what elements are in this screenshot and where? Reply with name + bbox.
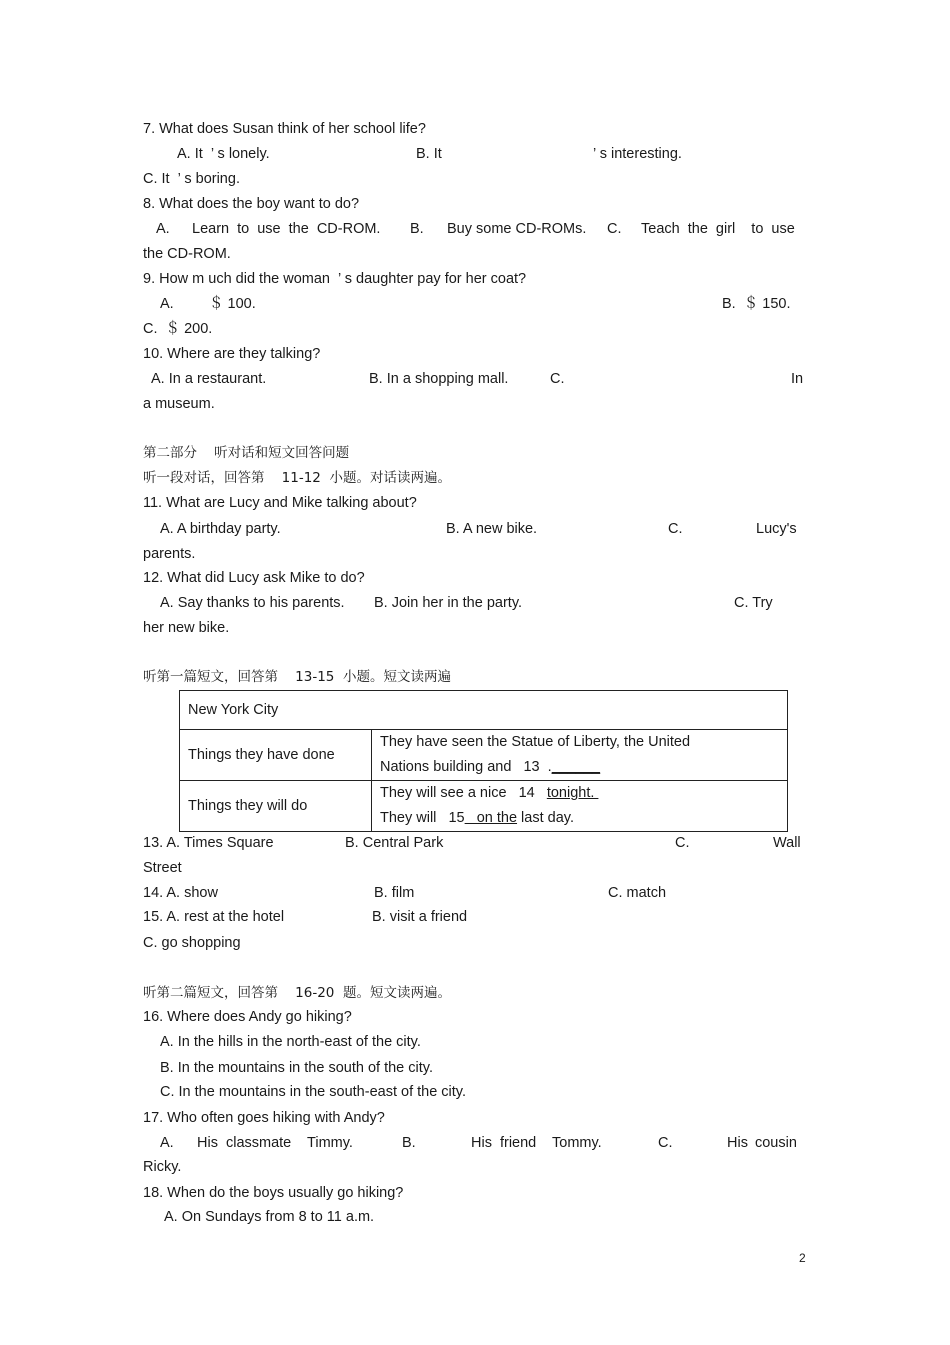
q17-option-c-text: His cousin	[727, 1135, 797, 1151]
q11-option-b: B. A new bike.	[446, 521, 538, 537]
q16-stem: 16. Where does Andy go hiking?	[143, 1009, 352, 1025]
q11-option-c-cont: parents.	[143, 546, 196, 562]
q10-option-c: C.	[550, 371, 565, 387]
q16-option-a: A. In the hills in the north-east of the city.	[160, 1034, 421, 1050]
q11-stem: 11. What are Lucy and Mike talking about?	[143, 495, 417, 511]
blank-13: ______	[551, 759, 601, 775]
blank-15: on the	[464, 810, 518, 826]
q13-option-c-cont: Street	[143, 860, 182, 876]
q9-stem: 9. How m uch did the woman ’ s daughter pay for her coat?	[143, 271, 527, 287]
blank-13-prefix: Nations building and 13 .	[380, 759, 552, 775]
q14-option-a: 14. A. show	[143, 885, 218, 901]
q9-option-b: B. ＄ 150.	[722, 296, 791, 312]
q11-option-c: C.	[668, 521, 683, 537]
page-number: 2	[799, 1251, 806, 1265]
q10-option-c-cont: a museum.	[143, 396, 215, 412]
q17-stem: 17. Who often goes hiking with Andy?	[143, 1110, 385, 1126]
q12-option-c: C. Try	[734, 595, 773, 611]
q18-stem: 18. When do the boys usually go hiking?	[143, 1185, 404, 1201]
q15-option-c: C. go shopping	[143, 935, 241, 951]
q8-option-c-cont: the CD-ROM.	[143, 246, 231, 262]
row-done-line-2	[380, 755, 779, 780]
q13-option-c-text: Wall	[773, 835, 801, 851]
q14-option-c: C. match	[608, 885, 667, 901]
q17-option-b: B.	[402, 1135, 416, 1151]
part2-heading: 第二部分 听对话和短文回答问题	[143, 445, 350, 461]
q8-stem: 8. What does the boy want to do?	[143, 196, 360, 212]
q17-option-a-text: His classmate Timmy.	[197, 1135, 353, 1151]
q14-option-b: B. film	[374, 885, 415, 901]
q12-option-c-cont: her new bike.	[143, 620, 230, 636]
q17-option-b-text: His friend Tommy.	[471, 1135, 602, 1151]
q17-option-c: C.	[658, 1135, 673, 1151]
q7-option-a: A. It ’ s lonely.	[177, 146, 270, 162]
q7-option-b-cont: ’ s interesting.	[593, 146, 682, 162]
q8-option-a-text: Learn to use the CD-ROM.	[192, 221, 381, 237]
dialogue-instructions: 听一段对话，回答第 11-12 小题。对话读两遍。	[143, 470, 451, 486]
q9-option-a: A.	[160, 296, 174, 312]
passage1-instructions: 听第一篇短文，回答第 13-15 小题。短文读两遍	[143, 669, 451, 685]
q11-option-a: A. A birthday party.	[160, 521, 281, 537]
passage2-instructions: 听第二篇短文，回答第 16-20 题。短文读两遍。	[143, 985, 451, 1001]
q7-stem: 7. What does Susan think of her school life?	[143, 121, 426, 137]
blank-14-prefix: They will see a nice 14	[380, 785, 547, 801]
q8-option-c-text: Teach the girl to use	[641, 221, 795, 237]
q11-option-c-text: Lucy's	[756, 521, 797, 537]
q17-option-a: A.	[160, 1135, 174, 1151]
table-title: New York City	[180, 691, 788, 730]
row-will-label: Things they will do	[180, 781, 372, 832]
q12-option-a: A. Say thanks to his parents.	[160, 595, 345, 611]
q16-option-c: C. In the mountains in the south-east of the city.	[160, 1084, 467, 1100]
q9-option-c: C. ＄ 200.	[143, 321, 213, 337]
q9-option-a-value: ＄ 100.	[209, 296, 256, 312]
q13-option-a: 13. A. Times Square	[143, 835, 274, 851]
blank-15-prefix: They will 15	[380, 810, 465, 826]
row-will-line-2	[380, 806, 779, 831]
row-done-content	[372, 730, 788, 781]
row-will-content	[372, 781, 788, 832]
q10-option-b: B. In a shopping mall.	[369, 371, 509, 387]
q15-option-b: B. visit a friend	[372, 909, 468, 925]
nyc-notes-table	[179, 690, 788, 832]
q8-option-b-text: Buy some CD-ROMs.	[447, 221, 587, 237]
q10-stem: 10. Where are they talking?	[143, 346, 321, 362]
q15-option-a: 15. A. rest at the hotel	[143, 909, 285, 925]
q8-option-a: A.	[156, 221, 170, 237]
blank-15-suffix: last day.	[517, 810, 574, 826]
q16-option-b: B. In the mountains in the south of the city.	[160, 1060, 433, 1076]
blank-14: tonight.	[546, 785, 599, 801]
q12-stem: 12. What did Lucy ask Mike to do?	[143, 570, 365, 586]
row-done-label: Things they have done	[180, 730, 372, 781]
q13-option-c: C.	[675, 835, 690, 851]
row-done-line-1: They have seen the Statue of Liberty, the United	[380, 734, 691, 750]
q17-option-c-cont: Ricky.	[143, 1159, 182, 1175]
q8-option-c: C.	[607, 221, 622, 237]
q12-option-b: B. Join her in the party.	[374, 595, 523, 611]
q7-option-b: B. It	[416, 146, 442, 162]
q10-option-c-text: In	[791, 371, 804, 387]
q8-option-b: B.	[410, 221, 424, 237]
row-will-line-1	[380, 781, 779, 806]
q10-option-a: A. In a restaurant.	[151, 371, 267, 387]
q18-option-a: A. On Sundays from 8 to 11 a.m.	[164, 1209, 375, 1225]
q13-option-b: B. Central Park	[345, 835, 444, 851]
q7-option-c: C. It ’ s boring.	[143, 171, 240, 187]
